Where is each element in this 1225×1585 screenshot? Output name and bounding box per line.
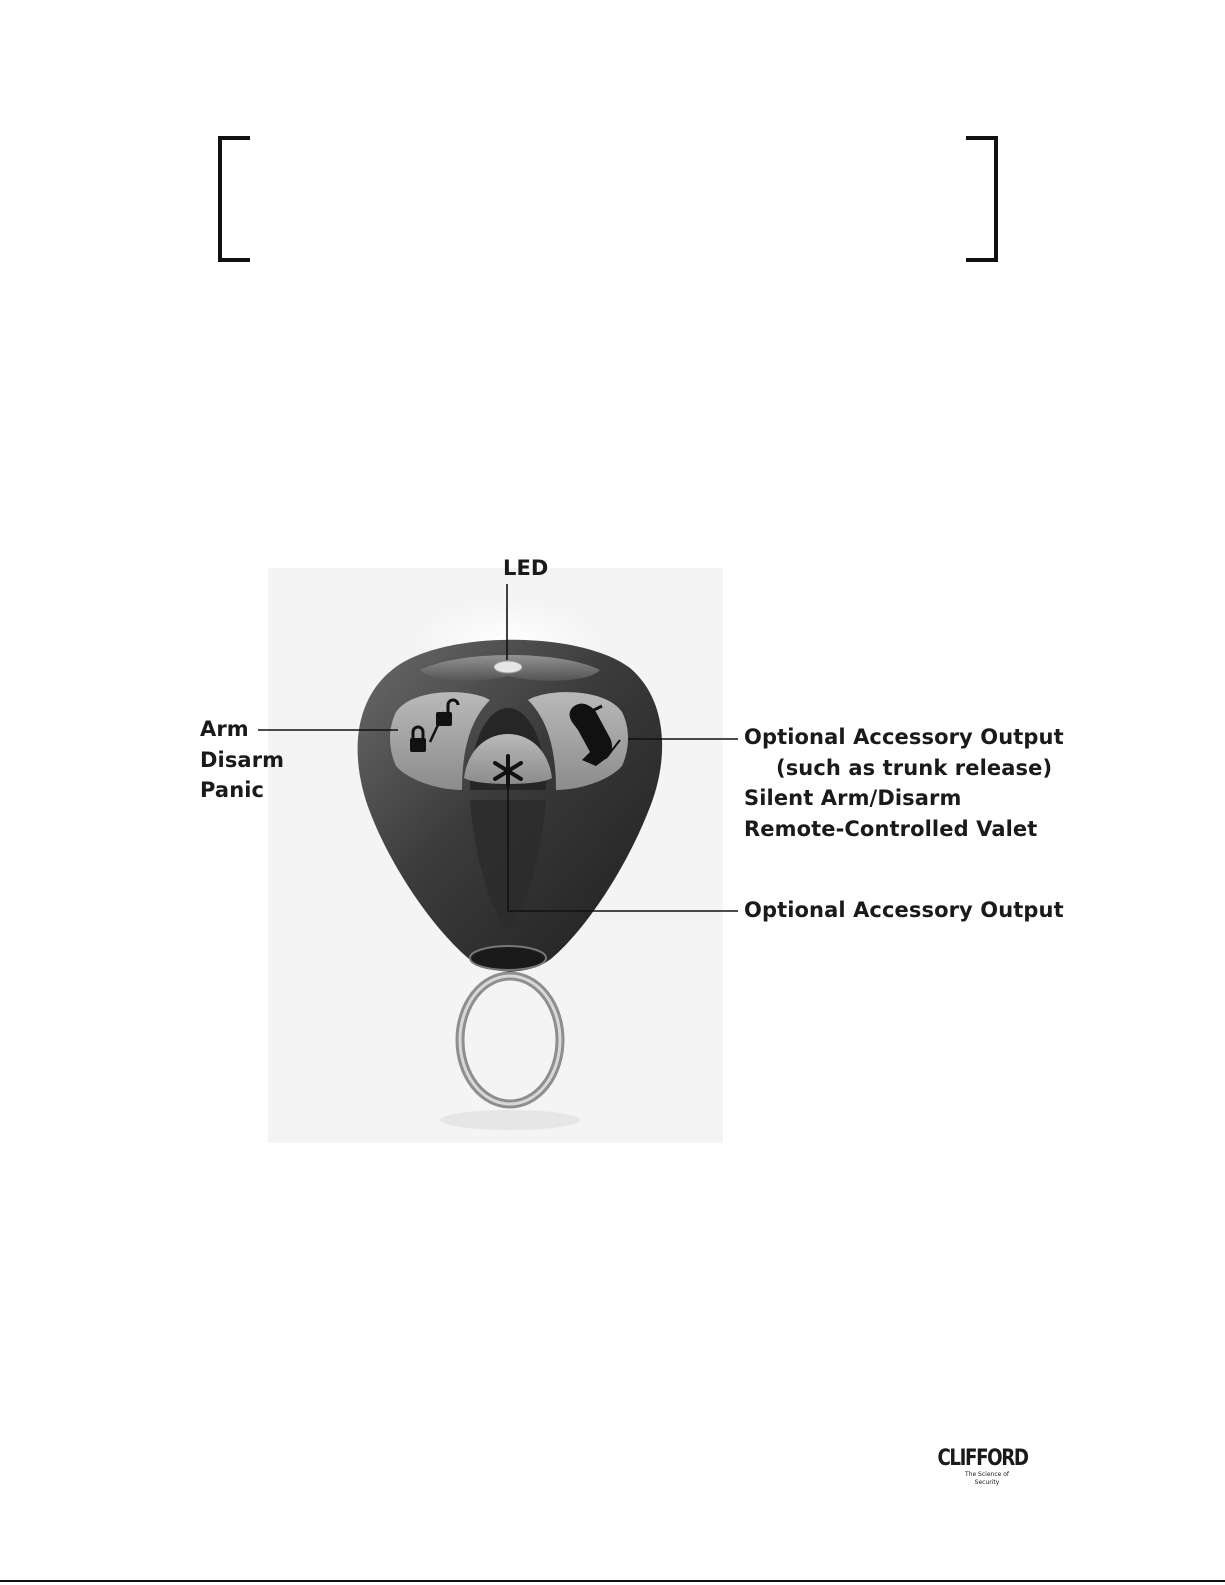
right-callout-line: (such as trunk release) (776, 755, 1053, 780)
led-indicator (494, 661, 522, 673)
led-label: LED (503, 556, 549, 580)
left-callout-line: Disarm (200, 747, 285, 772)
logo-wordmark: CLIFFORD (937, 1446, 1028, 1471)
key-ring-icon (440, 976, 580, 1130)
bottom-rule (0, 1580, 1225, 1582)
left-callout-line: Arm (200, 717, 249, 741)
right-callout-line: Silent Arm/Disarm (744, 786, 962, 810)
right-top-callout (744, 722, 1064, 844)
left-callout (200, 714, 284, 806)
clifford-logo (934, 1446, 1028, 1487)
right-callout-line: Remote-Controlled Valet (744, 816, 1038, 841)
logo-tagline: The Science of Security (964, 1471, 1009, 1486)
left-callout-line: Panic (200, 778, 265, 802)
right-bottom-callout: Optional Accessory Output (744, 898, 1064, 922)
right-callout-line: Optional Accessory Output (744, 725, 1064, 749)
